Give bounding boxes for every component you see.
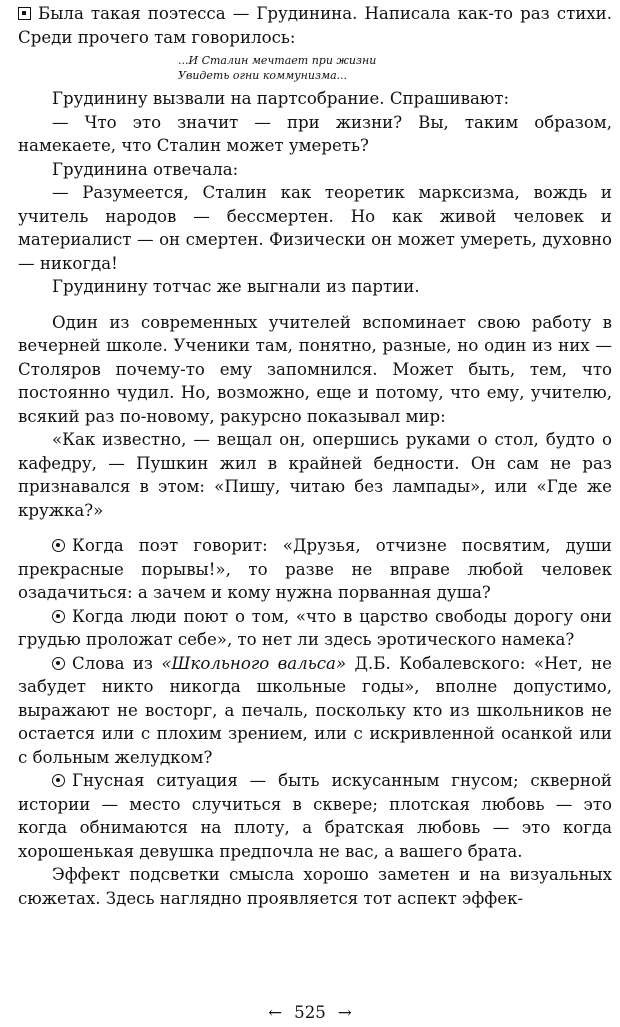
circle-marker-icon <box>52 774 65 787</box>
circle-marker-icon <box>52 657 65 670</box>
square-marker-icon <box>18 7 31 20</box>
paragraph: Один из современных учителей вспоминает свою работу в вечерней школе. Ученики там, понятно, разные, но один из них — Столяров почему-то ему запомнился. Может быть, тем, что постоянно чудил. Но, возможно, еще и потому, что ему, учителю, всякий раз по-новому, ракурсно показывал мир: <box>18 312 612 426</box>
page-footer <box>0 1003 620 1022</box>
paragraph: Грудинина отвечала: <box>52 159 239 179</box>
poem-line: ...И Сталин мечтает при жизни <box>178 54 377 67</box>
paragraph: Грудинину тотчас же выгнали из партии. <box>52 277 420 296</box>
circle-marker-icon <box>52 539 65 552</box>
paragraph: — Разумеется, Сталин как теоретик марксизма, вождь и учитель народов — бессмертен. Но как живой человек и материалист — он смертен. Физически он может умереть, духовно — никогда! <box>18 183 612 273</box>
paragraph: Слова из «Школьного вальса» Д.Б. Кобалевского: «Нет, не забудет никто никогда школьные годы», вполне допустимо, выражают не восторг, а печаль, поскольку кто из школьников не остается или с плохим зрением, или с искривленной осанкой или с больным желудком? <box>18 653 612 767</box>
poem-quote <box>178 53 612 83</box>
song-title: «Школьного вальса» <box>161 653 347 673</box>
paragraph: Когда люди поют о том, «что в царство свободы дорогу они грудью проложат себе», то нет ли здесь эротического намека? <box>18 606 612 649</box>
paragraph: «Как известно, — вещал он, опершись руками о стол, будто о кафедру, — Пушкин жил в крайней бедности. Он сам не раз признавался в этом: «Пишу, читаю без лампады», или «Где же кружка?» <box>18 430 612 520</box>
paragraph: Гнусная ситуация — быть искусанным гнусом; скверной истории — место случиться в сквере; плотская любовь — это когда обнимаются на плоту, а братская любовь — это когда хорошенькая девушка предпочла не вас, а вашего брата. <box>18 771 612 861</box>
poem-line: Увидеть огни коммунизма... <box>178 69 348 82</box>
circle-marker-icon <box>52 610 65 623</box>
paragraph: Грудинину вызвали на партсобрание. Спрашивают: <box>52 89 510 108</box>
arrow-left-icon: ← <box>268 1003 283 1022</box>
paragraph: Когда поэт говорит: «Друзья, отчизне посвятим, души прекрасные порывы!», то разве не вправе любой человек озадачиться: а зачем и кому нужна порванная душа? <box>18 536 612 602</box>
page-number: 525 <box>294 1003 326 1022</box>
arrow-right-icon: → <box>337 1003 352 1022</box>
paragraph: Была такая поэтесса — Грудинина. Написала как-то раз стихи. Среди прочего там говорилось: <box>18 4 612 47</box>
page-text <box>18 2 612 910</box>
paragraph: Эффект подсветки смысла хорошо заметен и на визуальных сюжетах. Здесь наглядно проявляется тот аспект эффек- <box>18 865 612 908</box>
paragraph: — Что это значит — при жизни? Вы, таким образом, намекаете, что Сталин может умереть? <box>18 112 612 155</box>
